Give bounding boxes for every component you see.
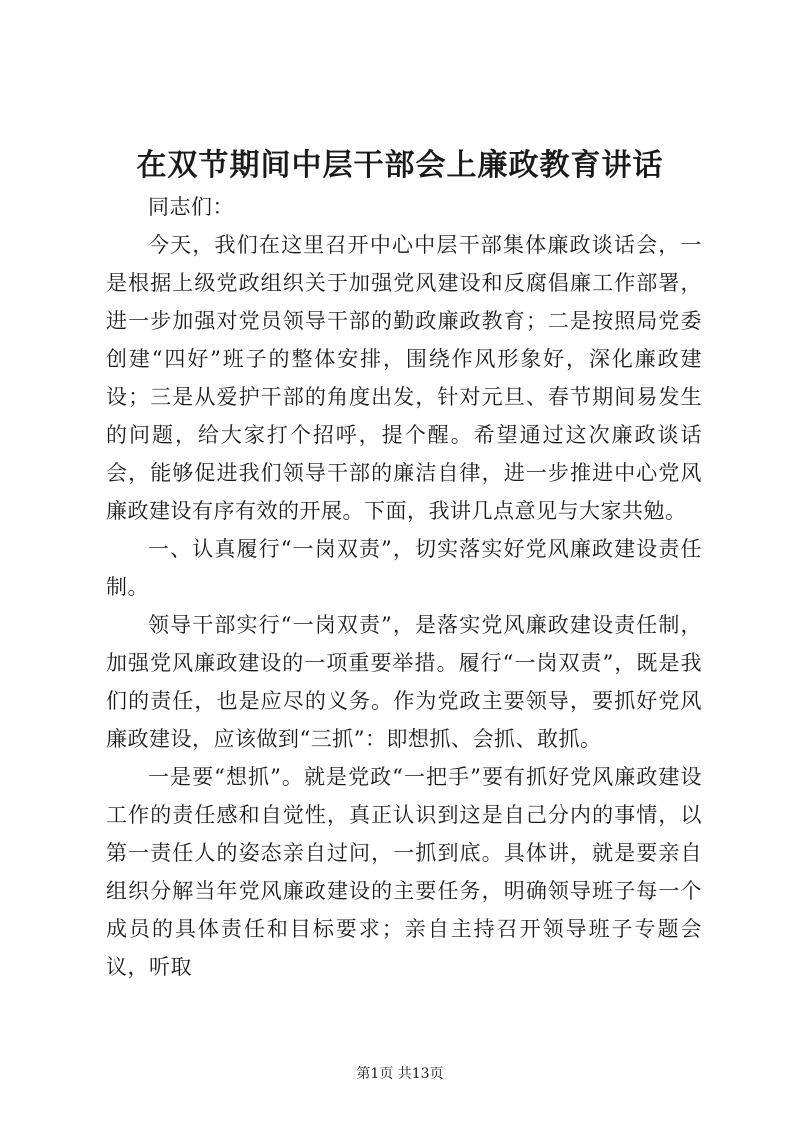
paragraph-responsibility: 领导干部实行“一岗双责”，是落实党风廉政建设责任制，加强党风廉政建设的一项重要举措。履行“一岗双责”，既是我们的责任，也是应尽的义务。作为党政主要领导，要抓好党风廉政建设，应该做到“三抓”：即想抓、会抓、敢抓。 bbox=[106, 613, 702, 751]
document-title: 在双节期间中层干部会上廉政教育讲话 bbox=[136, 148, 664, 183]
paragraph-greeting: 同志们： bbox=[148, 195, 234, 219]
paragraph-intro: 今天，我们在这里召开中心中层干部集体廉政谈话会，一是根据上级党政组织关于加强党风建设和反腐倡廉工作部署，进一步加强对党员领导干部的勤政廉政教育；二是按照局党委创建“四好”班子的整体安排，围绕作风形象好，深化廉政建设；三是从爱护干部的角度出发，针对元旦、春节期间易发生的问题，给大家打个招呼，提个醒。希望通过这次廉政谈话会，能够促进我们领导干部的廉洁自律，进一步推进中心党风廉政建设有序有效的开展。下面，我讲几点意见与大家共勉。 bbox=[106, 233, 702, 523]
page-number-footer: 第1页 共13页 bbox=[356, 1066, 444, 1082]
paragraph-want-to-manage: 一是要“想抓”。就是党政“一把手”要有抓好党风廉政建设工作的责任感和自觉性，真正认识到这是自己分内的事情，以第一责任人的姿态亲自过问，一抓到底。具体讲，就是要亲自组织分解当年党风廉政建设的主要任务，明确领导班子每一个成员的具体责任和目标要求；亲自主持召开领导班子专题会议，听取 bbox=[106, 765, 702, 979]
document-body bbox=[106, 188, 702, 986]
section-heading-1: 一、认真履行“一岗双责”，切实落实好党风廉政建设责任制。 bbox=[106, 537, 702, 599]
